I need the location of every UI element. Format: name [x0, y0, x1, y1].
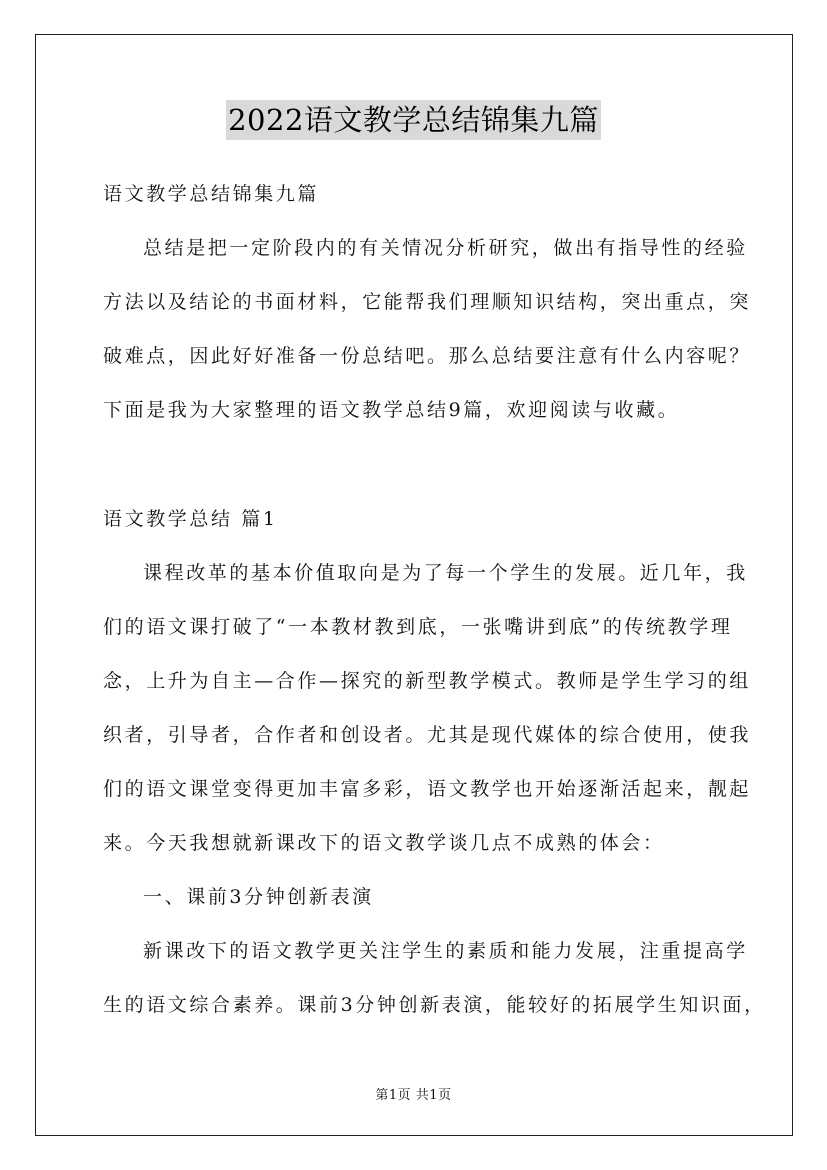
section-line: 来。今天我想就新课改下的语文教学谈几点不成熟的体会： [103, 832, 665, 854]
title-container [0, 100, 827, 140]
section-line: 念，上升为自主—合作—探究的新型教学模式。教师是学生学习的组 [103, 670, 752, 692]
point-line: 新课改下的语文教学更关注学生的素质和能力发展，注重提高学 [143, 940, 748, 962]
intro-line: 方法以及结论的书面材料，它能帮我们理顺知识结构，突出重点，突 [103, 291, 752, 313]
point-line: 生的语文综合素养。课前3分钟创新表演，能较好的拓展学生知识面， [103, 994, 766, 1016]
section-line: 织者，引导者，合作者和创设者。尤其是现代媒体的综合使用，使我 [103, 724, 752, 746]
section-heading: 语文教学总结 篇1 [103, 508, 278, 530]
intro-line: 下面是我为大家整理的语文教学总结9篇，欢迎阅读与收藏。 [103, 399, 680, 421]
intro-line: 总结是把一定阶段内的有关情况分析研究，做出有指导性的经验 [143, 237, 748, 259]
document-title: 2022语文教学总结锦集九篇 [226, 100, 601, 140]
section-line: 课程改革的基本价值取向是为了每一个学生的发展。近几年，我 [143, 562, 748, 584]
point-heading: 一、课前3分钟创新表演 [143, 886, 374, 908]
section-line: 们的语文课打破了“一本教材教到底，一张嘴讲到底”的传统教学理 [103, 616, 733, 638]
intro-line: 破难点，因此好好准备一份总结吧。那么总结要注意有什么内容呢？ [103, 345, 752, 367]
subtitle: 语文教学总结锦集九篇 [103, 183, 320, 205]
section-line: 们的语文课堂变得更加丰富多彩，语文教学也开始逐渐活起来，靓起 [103, 778, 752, 800]
page-footer: 第1页 共1页 [375, 1088, 452, 1103]
